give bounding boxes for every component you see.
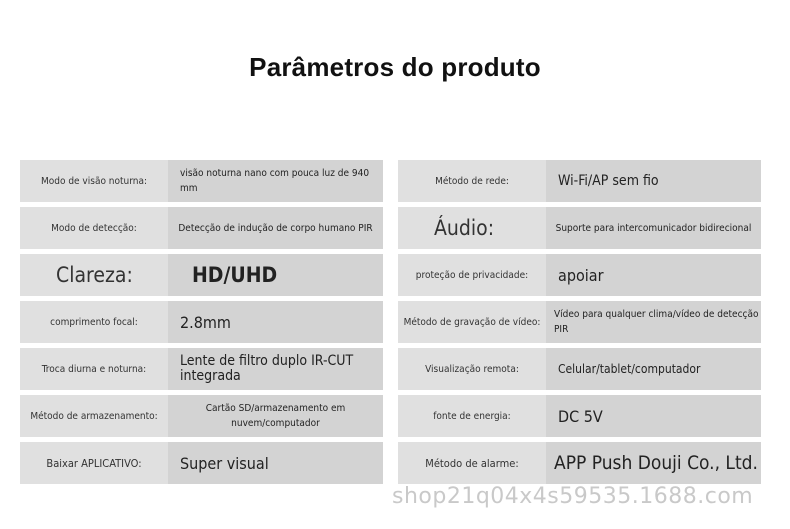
spec-row-network <box>398 160 761 202</box>
spec-label: Método de gravação de vídeo: <box>398 301 546 343</box>
spec-label: Modo de visão noturna: <box>20 160 168 202</box>
page-title: Parâmetros do produto <box>249 52 541 82</box>
spec-value: Super visual <box>168 442 383 484</box>
spec-value: Detecção de indução de corpo humano PIR <box>168 207 383 249</box>
spec-row-clarity <box>20 254 383 296</box>
spec-label: Áudio: <box>398 207 546 249</box>
spec-label: fonte de energia: <box>398 395 546 437</box>
spec-value: Lente de filtro duplo IR-CUT integrada <box>168 348 383 390</box>
spec-row-privacy <box>398 254 761 296</box>
spec-label: Clareza: <box>20 254 168 296</box>
spec-label: Visualização remota: <box>398 348 546 390</box>
spec-row-power <box>398 395 761 437</box>
spec-value: HD/UHD <box>168 254 383 296</box>
spec-label: Método de rede: <box>398 160 546 202</box>
spec-row-audio <box>398 207 761 249</box>
spec-label: Método de armazenamento: <box>20 395 168 437</box>
spec-value: 2.8mm <box>168 301 383 343</box>
spec-table-left <box>20 160 383 489</box>
spec-value: Suporte para intercomunicador bidirecional <box>546 207 761 249</box>
spec-label: Modo de detecção: <box>20 207 168 249</box>
shop-watermark: shop21q04x4s59535.1688.com <box>392 484 754 509</box>
spec-label: Baixar APLICATIVO: <box>20 442 168 484</box>
spec-label: Método de alarme: <box>398 442 546 484</box>
spec-value: apoiar <box>546 254 761 296</box>
spec-value: Vídeo para qualquer clima/vídeo de detecção PIR <box>546 301 761 343</box>
spec-row-app <box>20 442 383 484</box>
spec-value: Celular/tablet/computador <box>546 348 761 390</box>
spec-label: Troca diurna e noturna: <box>20 348 168 390</box>
spec-value: visão noturna nano com pouca luz de 940 mm <box>168 160 383 202</box>
spec-value: Cartão SD/armazenamento em nuvem/computador <box>168 395 383 437</box>
spec-table-right <box>398 160 761 489</box>
spec-label: comprimento focal: <box>20 301 168 343</box>
spec-label: proteção de privacidade: <box>398 254 546 296</box>
spec-row-detection <box>20 207 383 249</box>
spec-row-alarm <box>398 442 761 484</box>
spec-row-day-night <box>20 348 383 390</box>
spec-value: APP Push Douji Co., Ltd. <box>546 442 761 484</box>
spec-row-remote-view <box>398 348 761 390</box>
spec-row-storage <box>20 395 383 437</box>
spec-value: Wi-Fi/AP sem fio <box>546 160 761 202</box>
spec-row-recording <box>398 301 761 343</box>
spec-row-night-vision <box>20 160 383 202</box>
spec-row-focal-length <box>20 301 383 343</box>
spec-value: DC 5V <box>546 395 761 437</box>
